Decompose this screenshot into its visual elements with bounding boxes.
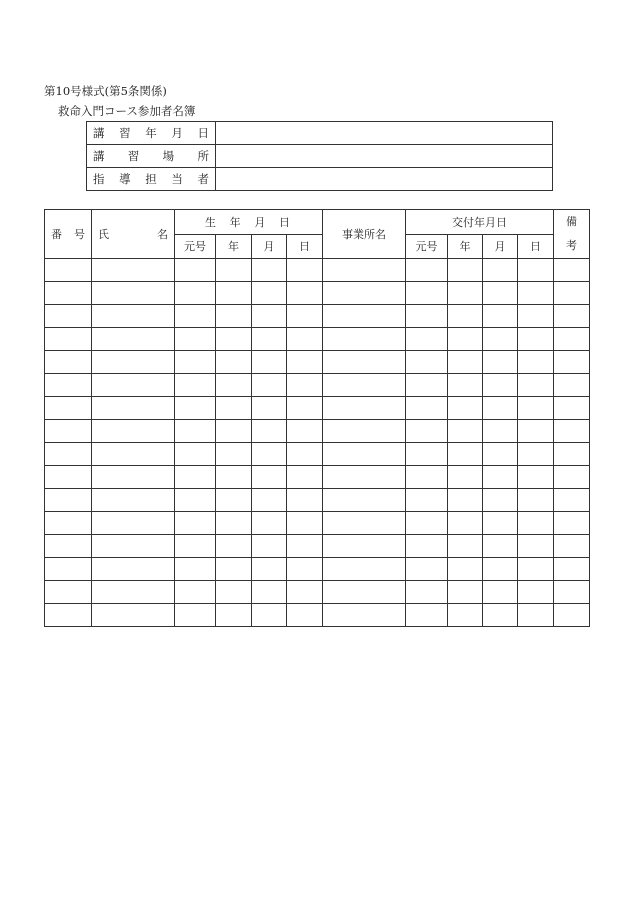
info-row-course-venue [87,145,553,168]
table-cell[interactable] [92,305,175,328]
table-cell[interactable] [483,328,518,351]
table-cell[interactable] [45,535,92,558]
info-row-course-date [87,122,553,145]
table-row [45,259,590,282]
table-cell[interactable] [448,328,483,351]
table-cell[interactable] [406,328,448,351]
table-cell[interactable] [483,512,518,535]
table-cell[interactable] [252,374,287,397]
table-cell[interactable] [92,351,175,374]
table-cell[interactable] [252,558,287,581]
birth-date-header: 生 年 月 日 [175,210,323,235]
table-cell[interactable] [554,581,590,604]
birth-month-header: 月 [252,234,287,259]
table-row [45,512,590,535]
table-cell[interactable] [252,604,287,627]
table-cell[interactable] [518,259,554,282]
table-cell[interactable] [175,305,216,328]
table-cell[interactable] [518,512,554,535]
table-cell[interactable] [175,443,216,466]
course-info-table [86,121,553,191]
table-cell[interactable] [483,397,518,420]
table-cell[interactable] [216,397,252,420]
table-cell[interactable] [175,512,216,535]
table-cell[interactable] [448,512,483,535]
table-row [45,305,590,328]
table-cell[interactable] [406,604,448,627]
table-cell[interactable] [287,489,323,512]
table-row [45,420,590,443]
table-cell[interactable] [483,282,518,305]
table-cell[interactable] [45,443,92,466]
info-row-instructor [87,168,553,191]
table-cell[interactable] [45,581,92,604]
table-cell[interactable] [483,489,518,512]
table-cell[interactable] [406,558,448,581]
office-name-header: 事業所名 [323,210,406,259]
number-header: 番 号 [45,210,92,259]
table-cell[interactable] [287,374,323,397]
issue-date-header: 交付年月日 [406,210,554,235]
table-cell[interactable] [406,420,448,443]
table-cell[interactable] [554,259,590,282]
table-cell[interactable] [518,420,554,443]
table-cell[interactable] [287,535,323,558]
issue-era-header: 元号 [406,234,448,259]
table-cell[interactable] [287,512,323,535]
table-cell[interactable] [448,351,483,374]
table-cell[interactable] [287,604,323,627]
table-cell[interactable] [175,420,216,443]
table-cell[interactable] [518,535,554,558]
table-cell[interactable] [406,535,448,558]
table-cell[interactable] [92,259,175,282]
table-cell[interactable] [175,558,216,581]
table-cell[interactable] [92,420,175,443]
roster-body [45,259,590,627]
table-cell[interactable] [175,581,216,604]
table-cell[interactable] [323,420,406,443]
table-row [45,328,590,351]
table-cell[interactable] [323,351,406,374]
table-cell[interactable] [448,374,483,397]
table-cell[interactable] [406,512,448,535]
table-cell[interactable] [448,466,483,489]
table-cell[interactable] [323,443,406,466]
table-cell[interactable] [45,351,92,374]
table-cell[interactable] [252,351,287,374]
table-cell[interactable] [287,443,323,466]
table-cell[interactable] [252,259,287,282]
table-cell[interactable] [252,420,287,443]
table-cell[interactable] [175,282,216,305]
table-cell[interactable] [483,581,518,604]
table-cell[interactable] [323,328,406,351]
table-cell[interactable] [518,604,554,627]
table-cell[interactable] [323,558,406,581]
table-row [45,535,590,558]
table-cell[interactable] [518,558,554,581]
issue-year-header: 年 [448,234,483,259]
table-cell[interactable] [323,305,406,328]
table-cell[interactable] [323,374,406,397]
table-cell[interactable] [554,558,590,581]
table-cell[interactable] [45,282,92,305]
table-cell[interactable] [287,558,323,581]
table-cell[interactable] [483,305,518,328]
table-cell[interactable] [406,374,448,397]
table-cell[interactable] [448,581,483,604]
table-cell[interactable] [518,443,554,466]
issue-month-header: 月 [483,234,518,259]
table-cell[interactable] [448,604,483,627]
table-cell[interactable] [287,305,323,328]
instructor-value[interactable] [216,168,553,191]
table-cell[interactable] [175,489,216,512]
table-cell[interactable] [216,282,252,305]
table-cell[interactable] [45,328,92,351]
table-cell[interactable] [45,374,92,397]
table-cell[interactable] [406,259,448,282]
table-cell[interactable] [287,259,323,282]
table-cell[interactable] [216,443,252,466]
table-cell[interactable] [92,282,175,305]
table-cell[interactable] [287,581,323,604]
table-cell[interactable] [175,259,216,282]
table-cell[interactable] [518,466,554,489]
table-cell[interactable] [554,489,590,512]
table-row [45,374,590,397]
table-row [45,604,590,627]
participant-roster-table [44,209,590,627]
table-cell[interactable] [287,420,323,443]
table-cell[interactable] [406,351,448,374]
table-cell[interactable] [554,604,590,627]
table-cell[interactable] [287,466,323,489]
table-cell[interactable] [406,305,448,328]
table-cell[interactable] [406,581,448,604]
table-cell[interactable] [554,374,590,397]
table-row [45,489,590,512]
table-cell[interactable] [406,489,448,512]
table-cell[interactable] [554,512,590,535]
table-cell[interactable] [216,466,252,489]
birth-day-header: 日 [287,234,323,259]
course-date-value[interactable] [216,122,553,145]
table-cell[interactable] [216,259,252,282]
table-cell[interactable] [406,397,448,420]
table-cell[interactable] [287,351,323,374]
table-cell[interactable] [518,397,554,420]
table-cell[interactable] [216,558,252,581]
table-cell[interactable] [252,581,287,604]
table-cell[interactable] [554,466,590,489]
table-cell[interactable] [92,489,175,512]
table-cell[interactable] [483,466,518,489]
table-cell[interactable] [92,581,175,604]
table-cell[interactable] [483,535,518,558]
table-cell[interactable] [518,305,554,328]
table-cell[interactable] [323,489,406,512]
table-cell[interactable] [448,305,483,328]
table-cell[interactable] [554,351,590,374]
table-cell[interactable] [554,420,590,443]
table-cell[interactable] [252,466,287,489]
table-row [45,581,590,604]
table-cell[interactable] [483,443,518,466]
table-cell[interactable] [92,397,175,420]
table-cell[interactable] [216,489,252,512]
table-cell[interactable] [175,535,216,558]
table-cell[interactable] [216,328,252,351]
table-cell[interactable] [448,535,483,558]
table-cell[interactable] [92,535,175,558]
table-cell[interactable] [287,328,323,351]
table-cell[interactable] [252,443,287,466]
table-cell[interactable] [323,259,406,282]
table-cell[interactable] [518,351,554,374]
roster-header-row [45,210,590,235]
table-cell[interactable] [483,558,518,581]
table-cell[interactable] [323,604,406,627]
table-cell[interactable] [252,328,287,351]
table-cell[interactable] [323,282,406,305]
table-cell[interactable] [554,397,590,420]
table-cell[interactable] [216,535,252,558]
table-cell[interactable] [483,259,518,282]
table-cell[interactable] [45,489,92,512]
table-cell[interactable] [175,351,216,374]
table-cell[interactable] [518,489,554,512]
table-cell[interactable] [45,604,92,627]
table-cell[interactable] [216,351,252,374]
course-venue-label: 講 習 場 所 [87,145,216,168]
instructor-label: 指 導 担 当 者 [87,168,216,191]
table-cell[interactable] [323,466,406,489]
table-cell[interactable] [554,328,590,351]
table-cell[interactable] [92,604,175,627]
table-cell[interactable] [448,489,483,512]
table-cell[interactable] [252,535,287,558]
table-cell[interactable] [92,466,175,489]
course-date-label: 講 習 年 月 日 [87,122,216,145]
table-cell[interactable] [216,305,252,328]
table-cell[interactable] [448,558,483,581]
table-cell[interactable] [45,558,92,581]
table-row [45,282,590,305]
table-cell[interactable] [92,558,175,581]
table-cell[interactable] [518,328,554,351]
table-cell[interactable] [554,305,590,328]
table-row [45,443,590,466]
birth-year-header: 年 [216,234,252,259]
table-row [45,558,590,581]
table-cell[interactable] [323,397,406,420]
table-cell[interactable] [252,282,287,305]
table-cell[interactable] [406,443,448,466]
table-cell[interactable] [448,282,483,305]
table-cell[interactable] [216,512,252,535]
table-cell[interactable] [518,581,554,604]
table-cell[interactable] [252,305,287,328]
table-cell[interactable] [45,305,92,328]
table-cell[interactable] [252,512,287,535]
form-title: 救命入門コース参加者名簿 [58,104,196,118]
table-row [45,466,590,489]
table-cell[interactable] [323,535,406,558]
table-cell[interactable] [287,282,323,305]
table-cell[interactable] [252,397,287,420]
table-cell[interactable] [323,512,406,535]
table-cell[interactable] [175,604,216,627]
table-cell[interactable] [448,420,483,443]
table-cell[interactable] [554,282,590,305]
table-cell[interactable] [252,489,287,512]
table-cell[interactable] [45,259,92,282]
table-cell[interactable] [92,328,175,351]
table-cell[interactable] [554,535,590,558]
table-cell[interactable] [483,351,518,374]
table-cell[interactable] [216,604,252,627]
table-cell[interactable] [92,374,175,397]
course-venue-value[interactable] [216,145,553,168]
name-header: 氏 名 [92,210,175,259]
table-cell[interactable] [287,397,323,420]
table-cell[interactable] [323,581,406,604]
table-cell[interactable] [518,282,554,305]
table-cell[interactable] [406,466,448,489]
table-cell[interactable] [45,420,92,443]
remarks-header: 備 考 [554,210,590,259]
table-cell[interactable] [448,259,483,282]
table-cell[interactable] [175,397,216,420]
issue-day-header: 日 [518,234,554,259]
table-cell[interactable] [216,374,252,397]
table-cell[interactable] [175,466,216,489]
table-cell[interactable] [483,420,518,443]
table-cell[interactable] [92,512,175,535]
table-cell[interactable] [45,397,92,420]
table-row [45,351,590,374]
table-cell[interactable] [406,282,448,305]
table-cell[interactable] [45,466,92,489]
table-cell[interactable] [92,443,175,466]
table-cell[interactable] [518,374,554,397]
table-cell[interactable] [216,420,252,443]
table-cell[interactable] [45,512,92,535]
table-cell[interactable] [216,581,252,604]
table-cell[interactable] [448,397,483,420]
birth-era-header: 元号 [175,234,216,259]
table-cell[interactable] [175,328,216,351]
table-cell[interactable] [483,604,518,627]
table-cell[interactable] [175,374,216,397]
table-cell[interactable] [483,374,518,397]
form-number: 第10号様式(第5条関係) [44,84,167,98]
table-cell[interactable] [554,443,590,466]
table-row [45,397,590,420]
table-cell[interactable] [448,443,483,466]
